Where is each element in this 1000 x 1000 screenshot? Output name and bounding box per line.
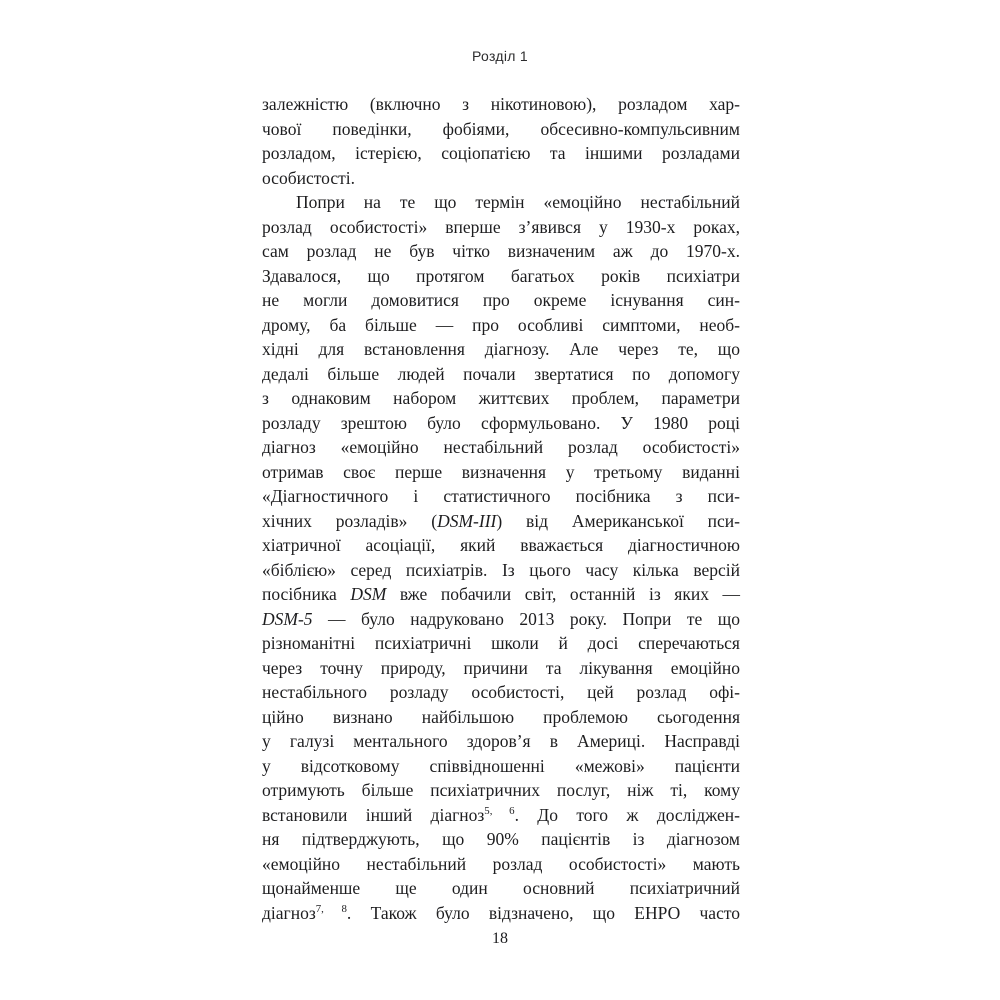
italic-text: DSM-III — [437, 510, 497, 531]
text-line — [262, 607, 740, 632]
text-line — [262, 386, 740, 411]
text-line — [262, 852, 740, 877]
text-line — [262, 656, 740, 681]
text-segment: не могли домовитися про окреме існування син- — [262, 290, 740, 310]
text-segment: розладом, істерією, соціопатією та іншими розладами — [262, 143, 740, 163]
text-segment: встановили інший діагноз — [262, 804, 485, 825]
text-line — [262, 460, 740, 485]
text-segment: розладу зрештою було сформульовано. У 1980 році — [262, 412, 740, 433]
text-segment: посібника — [262, 584, 351, 604]
text-segment: у відсотковому співвідношенні «межові» пацієнти — [262, 755, 740, 776]
text-line — [262, 876, 740, 901]
text-segment: — було надруковано 2013 року. Попри те що — [312, 608, 740, 629]
text-segment: нестабільного розладу особистості, цей розлад офі- — [262, 682, 740, 702]
body-text-block — [262, 92, 740, 925]
text-segment: дрому, ба більше — про особливі симптоми, необ- — [262, 314, 740, 335]
text-segment: отримують більше психіатричних послуг, ніж ті, кому — [262, 780, 740, 800]
chapter-running-header: Розділ 1 — [472, 48, 528, 64]
text-segment: Попри на те що термін «емоційно нестабільний — [296, 192, 740, 212]
text-line — [262, 533, 740, 558]
paragraph — [262, 190, 740, 925]
text-line — [262, 215, 740, 240]
text-segment: залежністю (включно з нікотиновою), розладом хар- — [262, 94, 740, 114]
text-line — [262, 141, 740, 166]
text-segment: через точну природу, причини та лікування емоційно — [262, 657, 740, 678]
text-segment: «Діагностичного і статистичного посібника з пси- — [262, 486, 740, 506]
text-segment: ційно визнано найбільшою проблемою сьогодення — [262, 706, 740, 727]
text-line — [262, 92, 740, 117]
text-line — [262, 362, 740, 387]
text-segment: Здавалося, що протягом багатьох років психіатри — [262, 265, 740, 286]
text-line — [262, 631, 740, 656]
text-segment: з однаковим набором життєвих проблем, параметри — [262, 388, 740, 408]
text-segment: ) від Американської пси- — [496, 510, 740, 531]
text-line — [262, 166, 740, 191]
paragraph — [262, 92, 740, 190]
text-segment: щонайменше ще один основний психіатричний — [262, 878, 740, 898]
footnote-reference: 5, 6 — [484, 804, 515, 817]
text-line — [262, 239, 740, 264]
text-segment: «емоційно нестабільний розлад особистості» мають — [262, 853, 740, 874]
text-segment: отримав своє перше визначення у третьому виданні — [262, 461, 740, 482]
text-line — [262, 558, 740, 583]
text-segment: діагноз «емоційно нестабільний розлад особистості» — [262, 437, 740, 457]
text-line — [262, 313, 740, 338]
text-segment: чової поведінки, фобіями, обсесивно-компульсивним — [262, 118, 740, 139]
text-segment: . Також було відзначено, що ЕНРО часто — [346, 902, 740, 923]
text-line — [262, 117, 740, 142]
text-segment: . До того ж досліджен- — [514, 804, 740, 825]
text-line — [262, 901, 740, 926]
text-line — [262, 803, 740, 828]
text-line — [262, 778, 740, 803]
text-line — [262, 264, 740, 289]
text-segment: різноманітні психіатричні школи й досі сперечаються — [262, 633, 740, 653]
text-segment: хідні для встановлення діагнозу. Але через те, що — [262, 339, 740, 359]
italic-text: DSM — [350, 584, 387, 604]
footnote-reference: 7, 8 — [315, 902, 347, 915]
text-segment: у галузі ментального здоров’я в Америці. Насправді — [262, 731, 740, 751]
text-segment: розлад особистості» вперше з’явився у 1930-х роках, — [262, 216, 740, 237]
text-segment: дедалі більше людей почали звертатися по допомогу — [262, 363, 740, 384]
text-line — [262, 484, 740, 509]
text-segment: діагноз — [262, 902, 316, 923]
text-line — [262, 435, 740, 460]
text-line — [262, 190, 740, 215]
text-line — [262, 509, 740, 534]
italic-text: DSM-5 — [262, 608, 313, 629]
page-number: 18 — [492, 930, 508, 947]
text-line — [262, 582, 740, 607]
text-line — [262, 680, 740, 705]
text-line — [262, 411, 740, 436]
text-line — [262, 337, 740, 362]
text-line — [262, 705, 740, 730]
text-segment: хічних розладів» ( — [262, 510, 438, 531]
text-segment: вже побачили світ, останній із яких — — [386, 584, 740, 604]
text-segment: сам розлад не був чітко визначеним аж до 1970-х. — [262, 241, 740, 261]
text-line — [262, 827, 740, 852]
text-segment: «біблією» серед психіатрів. Із цього часу кілька версій — [262, 559, 740, 580]
text-segment: ня підтверджують, що 90% пацієнтів із діагнозом — [262, 829, 740, 849]
text-segment: особистості. — [262, 167, 355, 188]
text-segment: хіатричної асоціації, який вважається діагностичною — [262, 535, 740, 555]
text-line — [262, 288, 740, 313]
text-line — [262, 754, 740, 779]
text-line — [262, 729, 740, 754]
